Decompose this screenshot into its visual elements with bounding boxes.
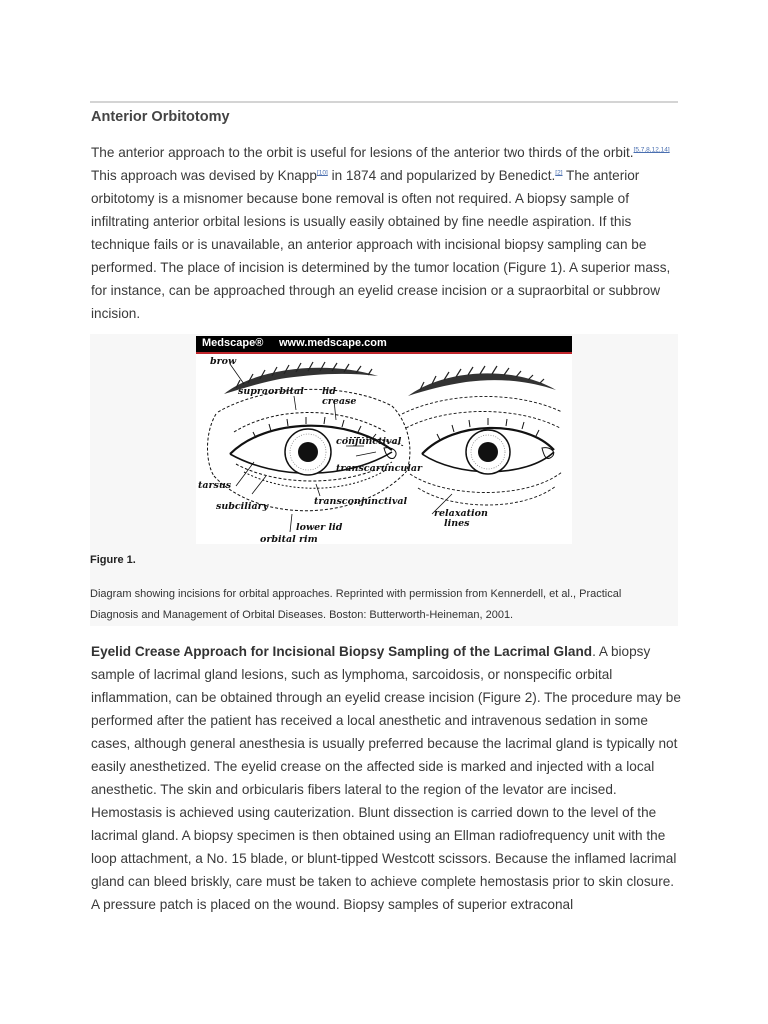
figure-banner — [196, 336, 572, 352]
reference-link[interactable]: [10] — [316, 169, 328, 177]
orbital-incisions-diagram[interactable] — [196, 336, 572, 544]
section-divider — [90, 101, 678, 103]
relaxation-line-1 — [402, 396, 562, 414]
right-pupil — [478, 442, 498, 462]
section-title: Anterior Orbitotomy — [91, 109, 230, 125]
left-orbit-side — [208, 414, 217, 476]
paragraph-text: . A biopsy sample of lacrimal gland lesions, such as lymphoma, sarcoidosis, or nonspecific orbital inflammation, can be obtained through an eyelid crease incision (Figure 2). The procedure may be performed after the patient has received a local anesthetic and intravenous sedation in some cases, although general anesthesia is usually preferred because the lacrimal gland is typically not easily anesthetized. The eyelid crease on the affected side is marked and injected with a local anesthetic. The skin and orbicularis fibers lateral to the region of the levator are incised. Hemostasis is achieved using cauterization. Blunt dissection is carried down to the level of the lacrimal gland. A biopsy specimen is then obtained using an Ellman radiofrequency unit with the loop attachment, a No. 15 blade, or blunt-tipped Westcott scissors. Because the inflamed lacrimal gland can bleed briskly, care must be taken to achieve complete hemostasis prior to skin closure. A pressure patch is placed on the wound. Biopsy samples of superior extraconal — [91, 644, 681, 912]
reference-link[interactable]: [5,7,8,12,14] — [633, 146, 670, 154]
paragraph-text: The anterior approach to the orbit is useful for lesions of the anterior two thirds of the orbit. — [91, 145, 634, 160]
label-orbital-rim: orbital rim — [260, 534, 318, 544]
label-supraorbital: supraorbital — [238, 386, 304, 397]
lacrimal-gland-paragraph — [91, 640, 681, 916]
label-tarsus: tarsus — [198, 480, 232, 491]
relaxation-line-2 — [406, 412, 560, 429]
label-lid: lid — [322, 386, 336, 397]
label-transconjunctival: transconjunctival — [314, 496, 408, 507]
paragraph-text: in 1874 and popularized by Benedict. — [327, 168, 556, 183]
relaxation-line-3 — [410, 472, 562, 493]
label-relaxation: relaxation — [434, 508, 488, 519]
paragraph-text: This approach was devised by Knapp — [91, 168, 317, 183]
paragraph-lead-heading: Eyelid Crease Approach for Incisional Biopsy Sampling of the Lacrimal Gland — [91, 644, 593, 659]
label-transcaruncular: transcaruncular — [336, 463, 423, 474]
reference-link[interactable]: [2] — [555, 169, 563, 177]
figure-caption-title: Figure 1. — [90, 554, 136, 566]
right-brow-shape — [408, 373, 556, 396]
figure-1 — [90, 334, 678, 626]
intro-paragraph — [91, 141, 681, 325]
eye-diagram-svg — [196, 354, 572, 544]
label-lower-lid: lower lid — [296, 522, 343, 533]
label-subciliary: subciliary — [216, 501, 269, 512]
paragraph-text: The anterior orbitotomy is a misnomer because bone removal is often not required. A biopsy sample of infiltrating anterior orbital lesions is usually easily obtained by fine needle aspiration. If this technique fails or is unavailable, an anterior approach with incisional biopsy sampling can be performed. The place of incision is determined by the tumor location (Figure 1). A superior mass, for instance, can be approached through an eyelid crease incision or a supraorbital or subbrow incision. — [91, 168, 671, 321]
medscape-url: www.medscape.com — [279, 337, 387, 349]
label-conjunctival: conjunctival — [336, 436, 402, 447]
medscape-logo: Medscape® — [202, 337, 264, 349]
label-crease: crease — [322, 396, 357, 407]
label-lines: lines — [444, 518, 470, 529]
left-pupil — [298, 442, 318, 462]
relaxation-line-4 — [418, 486, 556, 505]
figure-caption-text: Diagram showing incisions for orbital approaches. Reprinted with permission from Kennerdell, et al., Practical Diagnosis and Management of Orbital Diseases. Boston: Butterworth-Heineman, 2001. — [90, 588, 622, 621]
label-brow: brow — [210, 356, 237, 367]
